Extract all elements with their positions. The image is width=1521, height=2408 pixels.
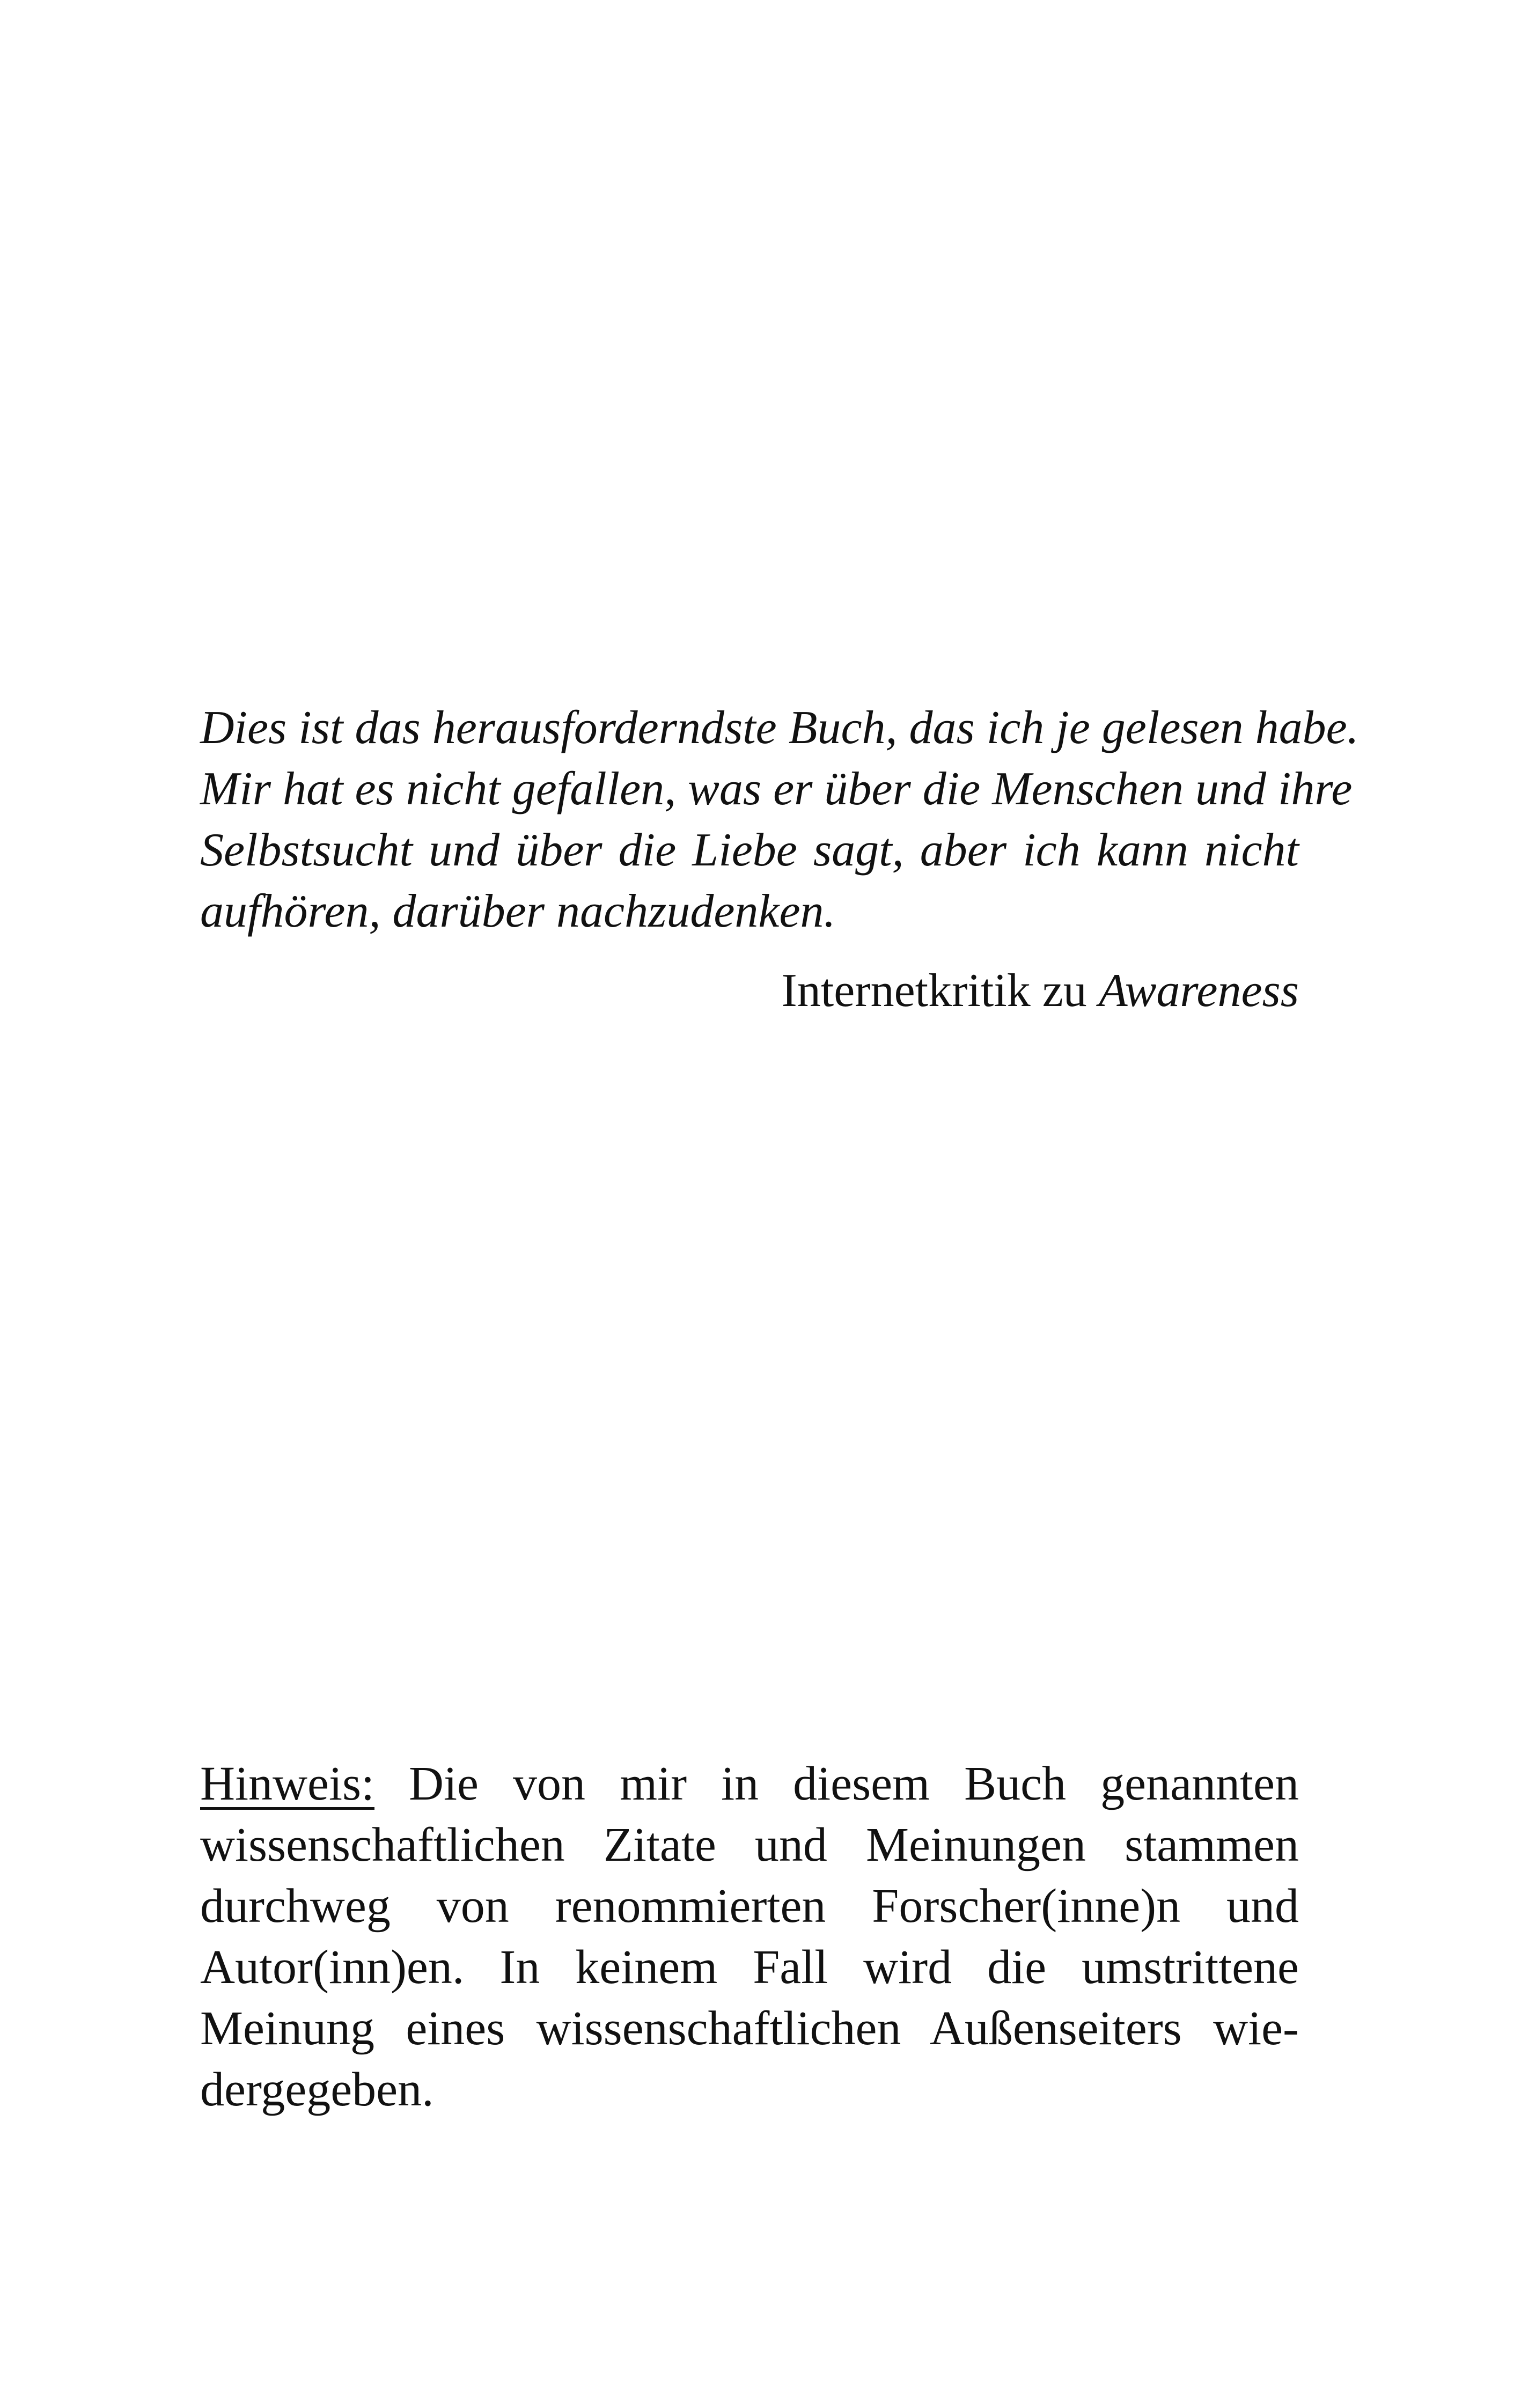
note-line: Meinung eines wissenschaftlichen Außenseiters wie- <box>200 2002 1299 2055</box>
note-line: wissenschaftlichen Zitate und Meinungen stammen <box>200 1818 1299 1871</box>
epigraph-block <box>200 698 1359 1022</box>
note-first-line-text: Die von mir in diesem Buch genannten <box>409 1757 1299 1810</box>
note-line: dergegeben. <box>200 2063 434 2116</box>
note-first-line <box>200 1753 1299 1815</box>
attribution-prefix: Internetkritik zu <box>781 965 1087 1017</box>
note-block <box>200 1753 1299 2120</box>
epigraph-attribution <box>200 960 1299 1022</box>
epigraph-line: Mir hat es nicht gefallen, was er über die Menschen und ihre <box>200 763 1353 815</box>
epigraph-line: Dies ist das herausforderndste Buch, das ich je gelesen habe. <box>200 702 1359 754</box>
note-line: Autor(inn)en. In keinem Fall wird die umstrittene <box>200 1941 1299 1994</box>
note-line: durchweg von renommierten Forscher(inne)n und <box>200 1880 1299 1933</box>
attribution-work-title: Awareness <box>1098 965 1299 1017</box>
epigraph-line: aufhören, darüber nachzudenken. <box>200 885 836 937</box>
note-label: Hinweis: <box>200 1757 374 1810</box>
epigraph-line: Selbstsucht und über die Liebe sagt, aber ich kann nicht <box>200 824 1299 876</box>
